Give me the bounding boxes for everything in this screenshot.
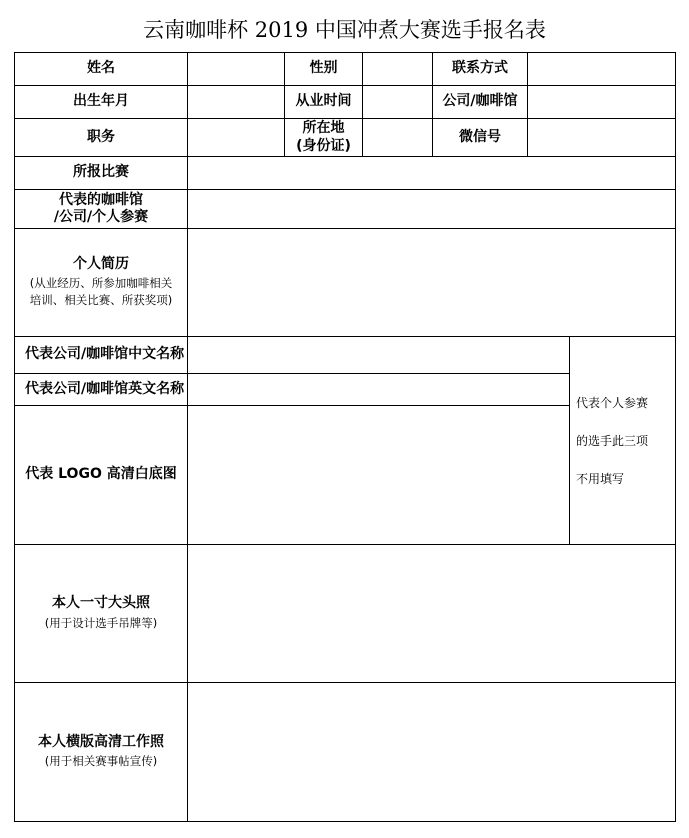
company-cn-name-label: 代表公司/咖啡馆中文名称 (14, 336, 188, 374)
note-line2: 的选手此三项 (576, 433, 649, 448)
headshot-sub: (用于设计选手吊牌等) (44, 615, 158, 630)
individual-note (569, 336, 676, 545)
work-photo-label (14, 682, 188, 822)
work-years-label: 从业时间 (284, 85, 363, 119)
competition-label: 所报比赛 (14, 156, 188, 190)
birth-label: 出生年月 (14, 85, 188, 119)
headshot-label (14, 544, 188, 683)
headshot-upload-field[interactable] (187, 544, 676, 683)
resume-title: 个人简历 (73, 255, 129, 272)
position-field[interactable] (187, 118, 285, 157)
company-label: 公司/咖啡馆 (432, 85, 528, 119)
location-label-line1: 所在地 (302, 120, 345, 136)
note-line3: 不用填写 (576, 471, 625, 486)
wechat-label: 微信号 (432, 118, 528, 157)
gender-label: 性别 (284, 52, 363, 86)
competition-field[interactable] (187, 156, 676, 190)
work-years-field[interactable] (362, 85, 433, 119)
representing-label (14, 189, 188, 229)
contact-field[interactable] (527, 52, 676, 86)
resume-sub1: (从业经历、所参加咖啡相关 (29, 276, 173, 290)
resume-label (14, 228, 188, 337)
work-photo-title: 本人横版高清工作照 (38, 733, 164, 750)
company-cn-name-field[interactable] (187, 336, 570, 374)
logo-upload-field[interactable] (187, 405, 570, 545)
position-label: 职务 (14, 118, 188, 157)
name-label: 姓名 (14, 52, 188, 86)
logo-label: 代表 LOGO 高清白底图 (14, 405, 188, 545)
resume-field[interactable] (187, 228, 676, 337)
location-field[interactable] (362, 118, 433, 157)
headshot-title: 本人一寸大头照 (52, 595, 150, 612)
location-label (284, 118, 363, 157)
contact-label: 联系方式 (432, 52, 528, 86)
company-en-name-label: 代表公司/咖啡馆英文名称 (14, 373, 188, 406)
name-field[interactable] (187, 52, 285, 86)
birth-field[interactable] (187, 85, 285, 119)
form-title: 云南咖啡杯 2019 中国冲煮大赛选手报名表 (143, 18, 546, 42)
location-label-line2: (身份证) (296, 137, 351, 154)
work-photo-upload-field[interactable] (187, 682, 676, 822)
resume-sub2: 培训、相关比赛、所获奖项) (29, 293, 173, 308)
wechat-field[interactable] (527, 118, 676, 157)
representing-line1: 代表的咖啡馆 (59, 191, 143, 208)
representing-line2: /公司/个人参赛 (53, 209, 149, 225)
work-photo-sub: (用于相关赛事帖宣传) (44, 754, 158, 769)
note-line1: 代表个人参赛 (576, 395, 649, 410)
gender-field[interactable] (362, 52, 433, 86)
representing-field[interactable] (187, 189, 676, 229)
company-field[interactable] (527, 85, 676, 119)
company-en-name-field[interactable] (187, 373, 570, 406)
